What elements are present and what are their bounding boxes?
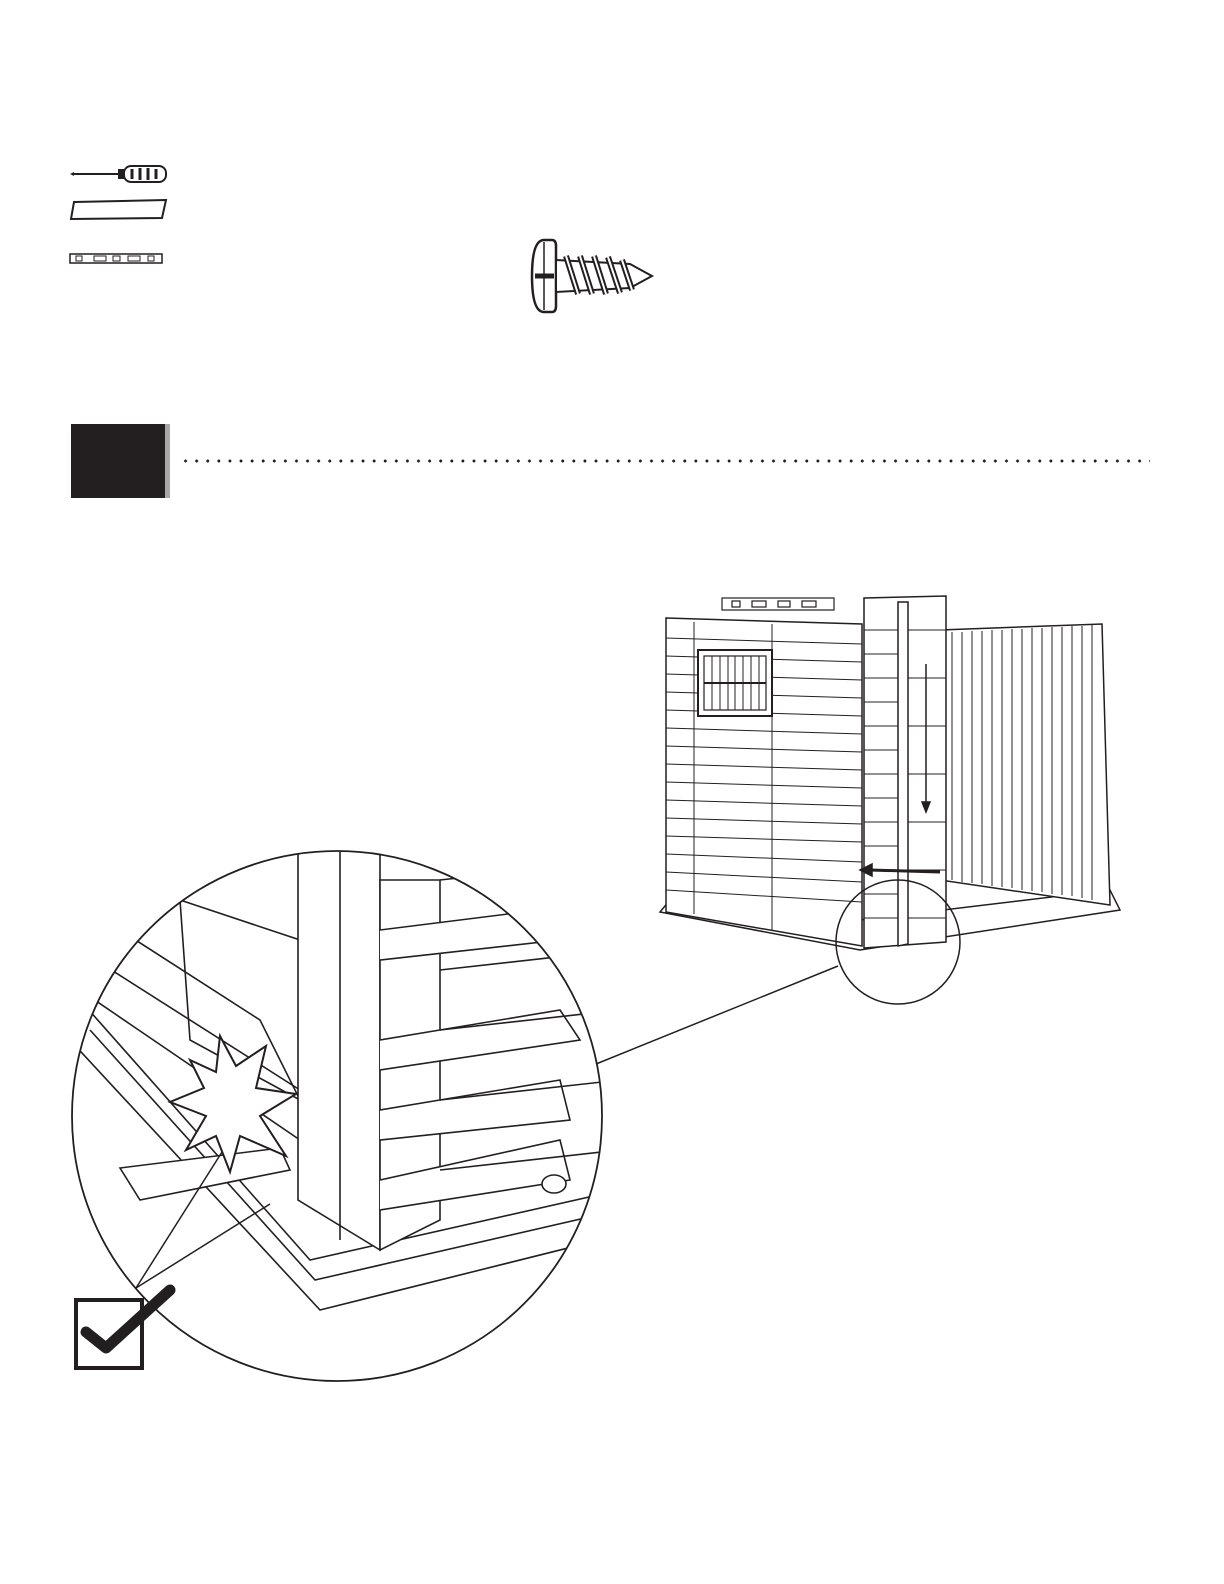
pan-head-screw-icon [526, 236, 660, 316]
spirit-level-icon [68, 252, 166, 266]
magnified-corner-floor-detail [60, 840, 920, 1400]
checkmark-icon [72, 1284, 182, 1374]
wood-board-icon [68, 199, 170, 221]
step-badge-shadow [165, 424, 170, 498]
step-divider-dots [180, 459, 1150, 463]
step-number-badge [71, 424, 165, 498]
screwdriver-icon [68, 163, 172, 185]
